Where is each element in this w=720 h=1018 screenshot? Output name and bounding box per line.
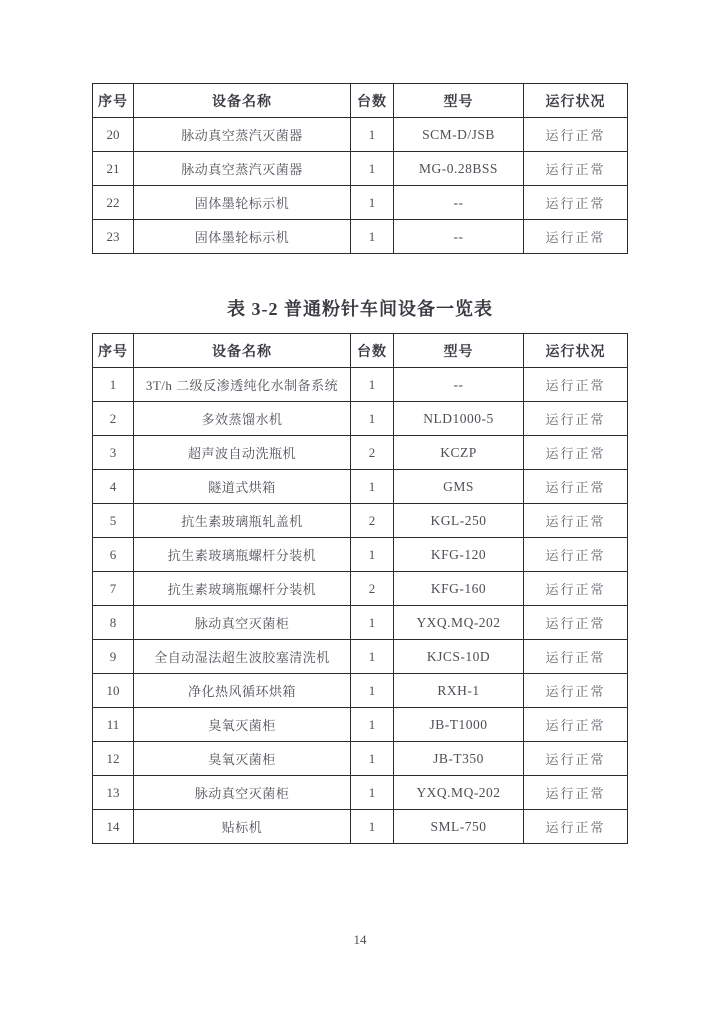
- cell-model: YXQ.MQ-202: [394, 776, 524, 810]
- cell-status: 运行正常: [524, 810, 628, 844]
- cell-serial: 5: [93, 504, 134, 538]
- table-row: [93, 640, 628, 674]
- cell-quantity: 1: [351, 776, 394, 810]
- cell-quantity: 2: [351, 504, 394, 538]
- cell-model: RXH-1: [394, 674, 524, 708]
- col-header-status: 运行状况: [524, 84, 628, 118]
- col-header-equipment-name: 设备名称: [134, 334, 351, 368]
- cell-serial: 6: [93, 538, 134, 572]
- cell-serial: 12: [93, 742, 134, 776]
- cell-serial: 11: [93, 708, 134, 742]
- cell-equipment-name: 抗生素玻璃瓶螺杆分装机: [134, 538, 351, 572]
- cell-equipment-name: 抗生素玻璃瓶轧盖机: [134, 504, 351, 538]
- cell-quantity: 1: [351, 220, 394, 254]
- cell-serial: 3: [93, 436, 134, 470]
- cell-quantity: 1: [351, 640, 394, 674]
- cell-model: KJCS-10D: [394, 640, 524, 674]
- cell-model: SCM-D/JSB: [394, 118, 524, 152]
- cell-status: 运行正常: [524, 640, 628, 674]
- cell-quantity: 1: [351, 708, 394, 742]
- table-row: [93, 708, 628, 742]
- col-header-model: 型号: [394, 84, 524, 118]
- cell-serial: 23: [93, 220, 134, 254]
- cell-equipment-name: 多效蒸馏水机: [134, 402, 351, 436]
- table-row: [93, 220, 628, 254]
- table-row: [93, 118, 628, 152]
- table-row: [93, 810, 628, 844]
- cell-equipment-name: 全自动湿法超生波胶塞清洗机: [134, 640, 351, 674]
- cell-model: --: [394, 220, 524, 254]
- table-row: [93, 538, 628, 572]
- col-header-equipment-name: 设备名称: [134, 84, 351, 118]
- page-number: 14: [353, 932, 367, 947]
- cell-model: KFG-160: [394, 572, 524, 606]
- cell-serial: 4: [93, 470, 134, 504]
- cell-model: --: [394, 368, 524, 402]
- cell-status: 运行正常: [524, 776, 628, 810]
- table-row: [93, 436, 628, 470]
- cell-quantity: 1: [351, 606, 394, 640]
- cell-status: 运行正常: [524, 470, 628, 504]
- equipment-table-continued: [92, 83, 628, 254]
- cell-quantity: 2: [351, 572, 394, 606]
- cell-status: 运行正常: [524, 368, 628, 402]
- cell-quantity: 1: [351, 742, 394, 776]
- cell-status: 运行正常: [524, 674, 628, 708]
- cell-quantity: 1: [351, 674, 394, 708]
- col-header-quantity: 台数: [351, 84, 394, 118]
- cell-model: --: [394, 186, 524, 220]
- cell-status: 运行正常: [524, 742, 628, 776]
- cell-status: 运行正常: [524, 402, 628, 436]
- cell-model: KCZP: [394, 436, 524, 470]
- cell-model: JB-T350: [394, 742, 524, 776]
- cell-status: 运行正常: [524, 220, 628, 254]
- col-header-serial: 序号: [93, 84, 134, 118]
- cell-serial: 22: [93, 186, 134, 220]
- cell-status: 运行正常: [524, 504, 628, 538]
- col-header-quantity: 台数: [351, 334, 394, 368]
- cell-status: 运行正常: [524, 708, 628, 742]
- cell-equipment-name: 臭氧灭菌柜: [134, 742, 351, 776]
- cell-serial: 21: [93, 152, 134, 186]
- cell-model: GMS: [394, 470, 524, 504]
- cell-equipment-name: 臭氧灭菌柜: [134, 708, 351, 742]
- cell-serial: 1: [93, 368, 134, 402]
- cell-model: YXQ.MQ-202: [394, 606, 524, 640]
- cell-quantity: 1: [351, 118, 394, 152]
- cell-model: SML-750: [394, 810, 524, 844]
- table-row: [93, 402, 628, 436]
- cell-serial: 10: [93, 674, 134, 708]
- cell-status: 运行正常: [524, 606, 628, 640]
- cell-equipment-name: 脉动真空灭菌柜: [134, 776, 351, 810]
- cell-serial: 2: [93, 402, 134, 436]
- cell-model: KGL-250: [394, 504, 524, 538]
- cell-status: 运行正常: [524, 538, 628, 572]
- col-header-serial: 序号: [93, 334, 134, 368]
- cell-equipment-name: 贴标机: [134, 810, 351, 844]
- cell-quantity: 1: [351, 186, 394, 220]
- cell-model: NLD1000-5: [394, 402, 524, 436]
- table-header-row: [93, 84, 628, 118]
- table-row: [93, 368, 628, 402]
- table-row: [93, 742, 628, 776]
- cell-quantity: 1: [351, 402, 394, 436]
- cell-status: 运行正常: [524, 186, 628, 220]
- cell-status: 运行正常: [524, 118, 628, 152]
- cell-quantity: 1: [351, 470, 394, 504]
- table-row: [93, 572, 628, 606]
- cell-serial: 7: [93, 572, 134, 606]
- col-header-model: 型号: [394, 334, 524, 368]
- cell-quantity: 1: [351, 538, 394, 572]
- cell-serial: 14: [93, 810, 134, 844]
- cell-serial: 13: [93, 776, 134, 810]
- cell-equipment-name: 抗生素玻璃瓶螺杆分装机: [134, 572, 351, 606]
- cell-equipment-name: 3T/h 二级反渗透纯化水制备系统: [134, 368, 351, 402]
- cell-equipment-name: 脉动真空蒸汽灭菌器: [134, 152, 351, 186]
- cell-model: MG-0.28BSS: [394, 152, 524, 186]
- cell-quantity: 1: [351, 368, 394, 402]
- table-row: [93, 186, 628, 220]
- cell-model: JB-T1000: [394, 708, 524, 742]
- cell-equipment-name: 脉动真空灭菌柜: [134, 606, 351, 640]
- table-row: [93, 152, 628, 186]
- cell-serial: 8: [93, 606, 134, 640]
- cell-model: KFG-120: [394, 538, 524, 572]
- cell-serial: 20: [93, 118, 134, 152]
- table-row: [93, 606, 628, 640]
- cell-quantity: 1: [351, 810, 394, 844]
- cell-equipment-name: 脉动真空蒸汽灭菌器: [134, 118, 351, 152]
- cell-equipment-name: 固体墨轮标示机: [134, 220, 351, 254]
- table-row: [93, 674, 628, 708]
- cell-serial: 9: [93, 640, 134, 674]
- cell-quantity: 1: [351, 152, 394, 186]
- cell-equipment-name: 净化热风循环烘箱: [134, 674, 351, 708]
- cell-equipment-name: 超声波自动洗瓶机: [134, 436, 351, 470]
- table-row: [93, 470, 628, 504]
- table-row: [93, 776, 628, 810]
- equipment-table-powder-injection-workshop: [92, 333, 628, 844]
- cell-status: 运行正常: [524, 436, 628, 470]
- cell-status: 运行正常: [524, 572, 628, 606]
- cell-equipment-name: 固体墨轮标示机: [134, 186, 351, 220]
- table-header-row: [93, 334, 628, 368]
- table-title: 表 3-2 普通粉针车间设备一览表: [227, 299, 493, 319]
- cell-status: 运行正常: [524, 152, 628, 186]
- cell-quantity: 2: [351, 436, 394, 470]
- table-row: [93, 504, 628, 538]
- col-header-status: 运行状况: [524, 334, 628, 368]
- cell-equipment-name: 隧道式烘箱: [134, 470, 351, 504]
